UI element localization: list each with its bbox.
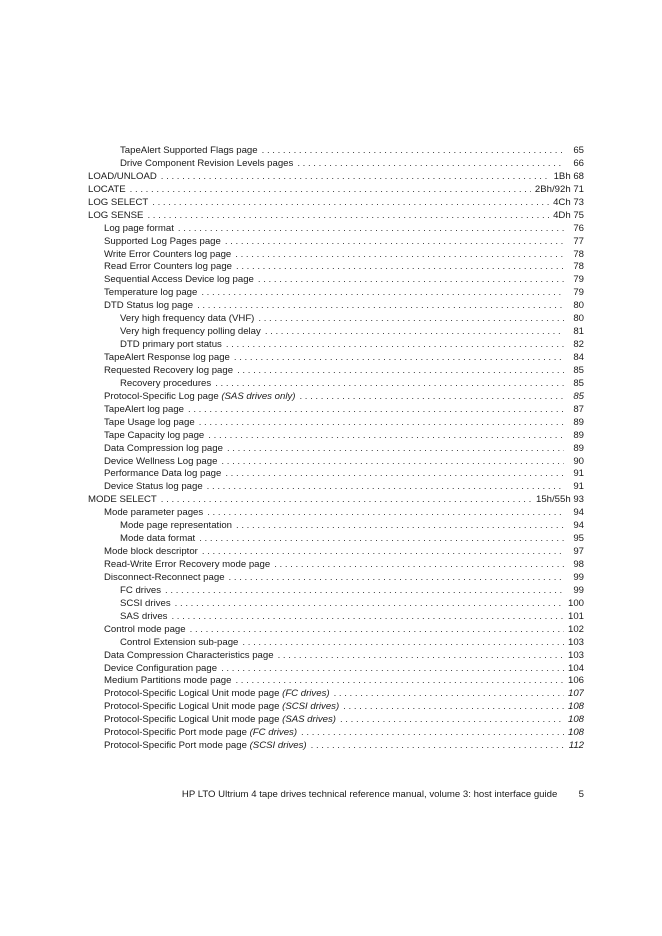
toc-entry-page: 84	[573, 352, 584, 363]
toc-entry[interactable]	[88, 274, 584, 287]
toc-entry[interactable]	[88, 391, 584, 404]
toc-entry-page: 91	[573, 468, 584, 480]
toc-entry-title: LOCATE	[88, 183, 126, 195]
toc-entry-title: Disconnect-Reconnect page	[104, 571, 225, 583]
toc-entry[interactable]	[88, 443, 584, 456]
toc-entry-page: 80	[573, 300, 584, 312]
toc-entry[interactable]	[88, 223, 584, 236]
toc-entry-title: Protocol-Specific Logical Unit mode page (SAS drives)	[104, 714, 336, 726]
toc-entry[interactable]	[88, 740, 584, 753]
dot-leader	[235, 675, 564, 688]
dot-leader	[161, 494, 532, 507]
toc-entry-title: Control mode page	[104, 623, 186, 635]
toc-entry-title: TapeAlert Response log page	[104, 352, 230, 363]
dot-leader	[221, 663, 564, 676]
dot-leader	[225, 468, 564, 481]
dot-leader	[207, 507, 564, 520]
toc-entry-title: Drive Component Revision Levels pages	[120, 157, 294, 169]
toc-entry-page: 78	[573, 248, 584, 260]
dot-leader	[235, 249, 564, 262]
toc-entry-page: 103	[567, 636, 584, 648]
toc-entry-page: 82	[573, 339, 584, 351]
toc-entry-title: DTD Status log page	[104, 300, 194, 312]
toc-entry-page: 107	[567, 688, 584, 700]
toc-entry-title: Log page format	[104, 222, 174, 234]
dot-leader	[171, 611, 564, 624]
toc-entry[interactable]	[88, 365, 584, 378]
toc-entry-title: Recovery procedures	[120, 377, 212, 389]
dot-leader	[297, 158, 564, 171]
toc-entry-title: LOG SENSE	[88, 209, 144, 221]
toc-entry-page: 99	[573, 584, 584, 596]
dot-leader	[265, 326, 564, 339]
toc-entry-page: 15h/55h 93	[535, 494, 584, 506]
toc-entry-page: 76	[573, 222, 584, 234]
toc-entry-title: Device Configuration page	[104, 662, 218, 674]
table-of-contents	[88, 145, 584, 753]
toc-entry[interactable]	[88, 585, 584, 598]
toc-entry-page: 85	[573, 377, 584, 389]
toc-entry[interactable]	[88, 701, 584, 714]
toc-entry-title: Mode block descriptor	[104, 546, 198, 558]
footer-title: HP LTO Ultrium 4 tape drives technical reference manual, volume 3: host interface guide	[181, 789, 558, 800]
toc-entry-title: Data Compression log page	[104, 442, 223, 454]
toc-entry-title: Control Extension sub-page	[120, 636, 239, 648]
toc-entry-page: 108	[567, 714, 584, 726]
dot-leader	[262, 145, 564, 158]
dot-leader	[130, 184, 531, 197]
toc-entry-title: SAS drives	[120, 610, 168, 622]
toc-entry[interactable]	[88, 598, 584, 611]
toc-entry-page: 89	[573, 442, 584, 454]
toc-entry[interactable]	[88, 650, 584, 663]
toc-entry[interactable]	[88, 688, 584, 701]
dot-leader	[152, 197, 549, 210]
toc-entry-page: 85	[573, 390, 584, 402]
toc-entry-page: 95	[573, 533, 584, 545]
toc-entry[interactable]	[88, 727, 584, 740]
toc-entry-title: Very high frequency data (VHF)	[120, 313, 255, 325]
toc-entry[interactable]	[88, 624, 584, 637]
toc-entry-title: Mode parameter pages	[104, 507, 204, 519]
toc-entry-page: 79	[573, 287, 584, 299]
toc-entry-title: Protocol-Specific Port mode page (SCSI drives)	[104, 740, 307, 752]
toc-entry-title: Supported Log Pages page	[104, 235, 221, 247]
dot-leader	[201, 287, 564, 300]
toc-entry[interactable]	[88, 468, 584, 481]
dot-leader	[225, 236, 564, 249]
toc-entry-page: 103	[567, 649, 584, 661]
toc-entry-title: Very high frequency polling delay	[120, 326, 261, 338]
toc-entry-page: 66	[573, 157, 584, 169]
toc-entry-page: 4Dh 75	[553, 209, 584, 221]
toc-entry-page: 106	[567, 675, 584, 687]
toc-entry[interactable]	[88, 352, 584, 365]
toc-entry[interactable]	[88, 261, 584, 274]
dot-leader	[175, 598, 564, 611]
toc-entry-title: Medium Partitions mode page	[104, 675, 232, 687]
dot-leader	[299, 391, 564, 404]
dot-leader	[207, 481, 564, 494]
toc-entry-page: 79	[573, 274, 584, 286]
toc-entry-page: 87	[573, 403, 584, 415]
toc-entry[interactable]	[88, 611, 584, 624]
toc-entry[interactable]	[88, 507, 584, 520]
toc-entry-title: LOG SELECT	[88, 196, 149, 208]
toc-entry-title: Mode data format	[120, 533, 196, 545]
toc-entry-title: Device Wellness Log page	[104, 455, 218, 467]
toc-entry-page: 112	[568, 740, 584, 752]
dot-leader	[340, 714, 564, 727]
toc-entry[interactable]	[88, 637, 584, 650]
toc-entry-title: Performance Data log page	[104, 468, 222, 480]
toc-entry[interactable]	[88, 326, 584, 339]
toc-entry[interactable]	[88, 313, 584, 326]
toc-entry-page: 80	[573, 313, 584, 325]
toc-entry-title: Tape Capacity log page	[104, 429, 205, 441]
dot-leader	[237, 365, 564, 378]
dot-leader	[197, 300, 564, 313]
toc-entry-page: 91	[573, 481, 584, 493]
toc-entry[interactable]	[88, 481, 584, 494]
toc-entry-title: Protocol-Specific Log page (SAS drives only)	[104, 390, 296, 402]
toc-entry-title: DTD primary port status	[120, 339, 222, 351]
toc-entry-page: 94	[573, 507, 584, 519]
toc-entry-page: 94	[573, 520, 584, 532]
toc-entry[interactable]	[88, 663, 584, 676]
toc-entry-page: 108	[567, 701, 584, 713]
toc-entry-title: SCSI drives	[120, 597, 171, 609]
toc-entry-title: Device Status log page	[104, 481, 203, 493]
toc-entry[interactable]	[88, 210, 584, 223]
toc-entry-page: 101	[567, 610, 584, 622]
toc-entry-page: 99	[573, 571, 584, 583]
toc-entry-page: 100	[567, 597, 584, 609]
toc-entry-page: 81	[573, 326, 584, 338]
toc-entry[interactable]	[88, 572, 584, 585]
dot-leader	[215, 378, 564, 391]
dot-leader	[242, 637, 564, 650]
toc-entry-title: Write Error Counters log page	[104, 248, 232, 260]
dot-leader	[208, 430, 564, 443]
toc-entry-title: Read-Write Error Recovery mode page	[104, 559, 271, 570]
toc-entry[interactable]	[88, 287, 584, 300]
dot-leader	[343, 701, 564, 714]
dot-leader	[188, 404, 564, 417]
page-footer	[0, 789, 584, 800]
toc-entry-page: 90	[573, 455, 584, 467]
toc-entry[interactable]	[88, 378, 584, 391]
toc-entry[interactable]	[88, 339, 584, 352]
toc-entry-page: 102	[567, 623, 584, 635]
toc-entry-title: TapeAlert Supported Flags page	[120, 145, 258, 156]
toc-entry-page: 78	[573, 261, 584, 273]
dot-leader	[234, 352, 564, 365]
toc-entry[interactable]	[88, 520, 584, 533]
toc-entry-page: 2Bh/92h 71	[534, 183, 584, 195]
toc-entry[interactable]	[88, 171, 584, 184]
toc-entry[interactable]	[88, 430, 584, 443]
dot-leader	[301, 727, 564, 740]
toc-entry-title: Protocol-Specific Port mode page (FC drives)	[104, 727, 298, 739]
toc-entry-title: Protocol-Specific Logical Unit mode page (FC drives)	[104, 688, 330, 700]
toc-entry-title: Temperature log page	[104, 287, 198, 299]
toc-entry[interactable]	[88, 456, 584, 469]
toc-entry[interactable]	[88, 494, 584, 507]
toc-entry-title: Tape Usage log page	[104, 416, 195, 428]
dot-leader	[258, 313, 564, 326]
toc-entry-page: 89	[573, 429, 584, 441]
dot-leader	[202, 546, 564, 559]
toc-entry-page: 77	[573, 235, 584, 247]
toc-entry-title: MODE SELECT	[88, 494, 157, 506]
toc-entry[interactable]	[88, 417, 584, 430]
dot-leader	[278, 650, 564, 663]
toc-entry-page: 1Bh 68	[553, 170, 584, 182]
dot-leader	[227, 443, 564, 456]
toc-entry[interactable]	[88, 533, 584, 546]
dot-leader	[311, 740, 564, 753]
dot-leader	[199, 417, 564, 430]
footer-page-number: 5	[578, 789, 584, 800]
dot-leader	[274, 559, 564, 572]
toc-entry-page: 65	[573, 145, 584, 156]
toc-entry-page: 4Ch 73	[553, 196, 584, 208]
dot-leader	[165, 585, 564, 598]
toc-entry-title: FC drives	[120, 584, 162, 596]
toc-entry[interactable]	[88, 197, 584, 210]
toc-entry-page: 104	[567, 662, 584, 674]
toc-entry[interactable]	[88, 404, 584, 417]
toc-entry[interactable]	[88, 236, 584, 249]
toc-entry[interactable]	[88, 546, 584, 559]
dot-leader	[258, 274, 564, 287]
toc-entry[interactable]	[88, 184, 584, 197]
dot-leader	[147, 210, 549, 223]
dot-leader	[199, 533, 564, 546]
toc-entry-page: 89	[573, 416, 584, 428]
toc-entry-page: 98	[573, 559, 584, 570]
dot-leader	[229, 572, 564, 585]
toc-entry[interactable]	[88, 158, 584, 171]
toc-entry[interactable]	[88, 249, 584, 262]
dot-leader	[161, 171, 550, 184]
toc-entry[interactable]	[88, 145, 584, 158]
toc-entry-title: Protocol-Specific Logical Unit mode page (SCSI drives)	[104, 701, 340, 713]
toc-entry-page: 108	[567, 727, 584, 739]
toc-entry[interactable]	[88, 675, 584, 688]
toc-entry-title: Read Error Counters log page	[104, 261, 232, 273]
dot-leader	[190, 624, 564, 637]
toc-entry-title: Mode page representation	[120, 520, 233, 532]
dot-leader	[226, 339, 564, 352]
toc-entry-page: 85	[573, 364, 584, 376]
toc-entry-title: Requested Recovery log page	[104, 364, 234, 376]
toc-entry-page: 97	[573, 546, 584, 558]
toc-entry-title: Data Compression Characteristics page	[104, 649, 274, 661]
toc-entry[interactable]	[88, 559, 584, 572]
toc-entry-title: Sequential Access Device log page	[104, 274, 254, 286]
dot-leader	[236, 261, 564, 274]
toc-entry[interactable]	[88, 300, 584, 313]
dot-leader	[334, 688, 564, 701]
toc-entry-title: LOAD/UNLOAD	[88, 170, 157, 182]
dot-leader	[178, 223, 564, 236]
dot-leader	[236, 520, 564, 533]
toc-entry-title: TapeAlert log page	[104, 403, 185, 415]
dot-leader	[221, 456, 564, 469]
toc-entry[interactable]	[88, 714, 584, 727]
